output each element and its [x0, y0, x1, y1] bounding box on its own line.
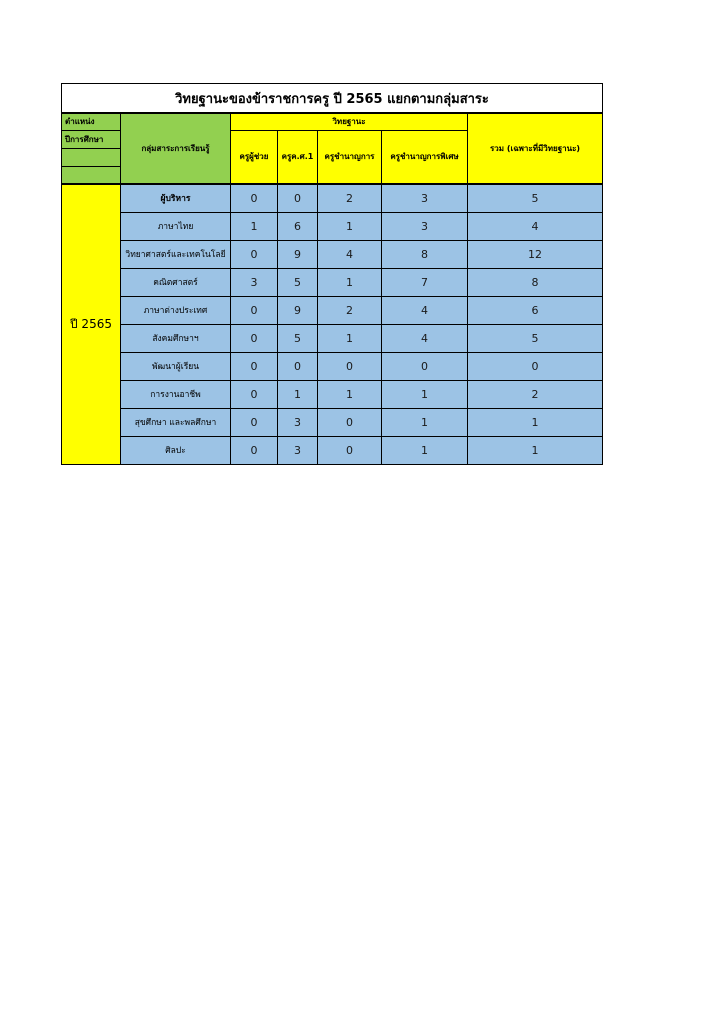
subject-cell: วิทยาศาสตร์และเทคโนโลยี: [121, 240, 231, 268]
value-cell: 5: [278, 268, 318, 296]
subject-cell: สังคมศึกษาฯ: [121, 324, 231, 352]
value-cell: 0: [382, 352, 468, 380]
value-cell: 5: [278, 324, 318, 352]
subject-cell: ผู้บริหาร: [121, 184, 231, 212]
total-cell: 4: [468, 212, 603, 240]
header-spacer-cell: [62, 148, 121, 166]
value-cell: 0: [278, 352, 318, 380]
value-cell: 4: [382, 324, 468, 352]
total-cell: 5: [468, 184, 603, 212]
value-cell: 0: [231, 436, 278, 464]
value-cell: 1: [382, 380, 468, 408]
value-cell: 4: [318, 240, 382, 268]
total-cell: 0: [468, 352, 603, 380]
value-cell: 1: [382, 408, 468, 436]
value-cell: 6: [278, 212, 318, 240]
value-cell: 3: [278, 408, 318, 436]
value-cell: 0: [231, 324, 278, 352]
subject-cell: คณิตศาสตร์: [121, 268, 231, 296]
academic-year-label: ปีการศึกษา: [62, 130, 121, 148]
value-cell: 1: [318, 212, 382, 240]
total-header: รวม (เฉพาะที่มีวิทยฐานะ): [468, 113, 603, 184]
value-cell: 0: [318, 352, 382, 380]
value-cell: 0: [278, 184, 318, 212]
header-spacer-cell: [62, 166, 121, 184]
value-cell: 0: [318, 436, 382, 464]
value-cell: 4: [382, 296, 468, 324]
value-cell: 1: [318, 324, 382, 352]
table-row: [62, 240, 603, 268]
table-row: [62, 380, 603, 408]
value-cell: 0: [231, 408, 278, 436]
table-row: [62, 268, 603, 296]
value-cell: 8: [382, 240, 468, 268]
subject-cell: พัฒนาผู้เรียน: [121, 352, 231, 380]
value-cell: 3: [231, 268, 278, 296]
table-row: [62, 296, 603, 324]
value-cell: 1: [318, 380, 382, 408]
value-cell: 1: [382, 436, 468, 464]
position-label: ตำแหน่ง: [62, 113, 121, 130]
value-cell: 9: [278, 240, 318, 268]
value-cell: 0: [231, 240, 278, 268]
column-header-professional-teacher: ครูชำนาญการ: [318, 130, 382, 184]
value-cell: 1: [231, 212, 278, 240]
subject-cell: ศิลปะ: [121, 436, 231, 464]
subject-group-header: กลุ่มสาระการเรียนรู้: [121, 113, 231, 184]
column-header-teacher-ks1: ครูค.ศ.1: [278, 130, 318, 184]
value-cell: 7: [382, 268, 468, 296]
table-row: [62, 212, 603, 240]
year-cell: ปี 2565: [62, 184, 121, 464]
table-row: [62, 436, 603, 464]
column-header-senior-professional-teacher: ครูชำนาญการพิเศษ: [382, 130, 468, 184]
total-cell: 5: [468, 324, 603, 352]
value-cell: 0: [231, 352, 278, 380]
value-cell: 3: [382, 212, 468, 240]
value-cell: 3: [382, 184, 468, 212]
value-cell: 0: [231, 296, 278, 324]
value-cell: 3: [278, 436, 318, 464]
academic-standing-table: [61, 83, 603, 465]
subject-cell: ภาษาต่างประเทศ: [121, 296, 231, 324]
subject-cell: ภาษาไทย: [121, 212, 231, 240]
table-row: [62, 408, 603, 436]
value-cell: 0: [318, 408, 382, 436]
table-row: [62, 352, 603, 380]
total-cell: 12: [468, 240, 603, 268]
table-row: [62, 184, 603, 212]
value-cell: 0: [231, 380, 278, 408]
value-cell: 9: [278, 296, 318, 324]
academic-standing-header: วิทยฐานะ: [231, 113, 468, 130]
value-cell: 2: [318, 296, 382, 324]
value-cell: 1: [318, 268, 382, 296]
total-cell: 2: [468, 380, 603, 408]
table-row: [62, 324, 603, 352]
total-cell: 1: [468, 408, 603, 436]
column-header-assistant-teacher: ครูผู้ช่วย: [231, 130, 278, 184]
total-cell: 8: [468, 268, 603, 296]
subject-cell: สุขศึกษา และพลศึกษา: [121, 408, 231, 436]
value-cell: 0: [231, 184, 278, 212]
value-cell: 2: [318, 184, 382, 212]
total-cell: 6: [468, 296, 603, 324]
subject-cell: การงานอาชีพ: [121, 380, 231, 408]
total-cell: 1: [468, 436, 603, 464]
table-title: วิทยฐานะของข้าราชการครู ปี 2565 แยกตามกลุ่มสาระ: [62, 84, 603, 114]
value-cell: 1: [278, 380, 318, 408]
